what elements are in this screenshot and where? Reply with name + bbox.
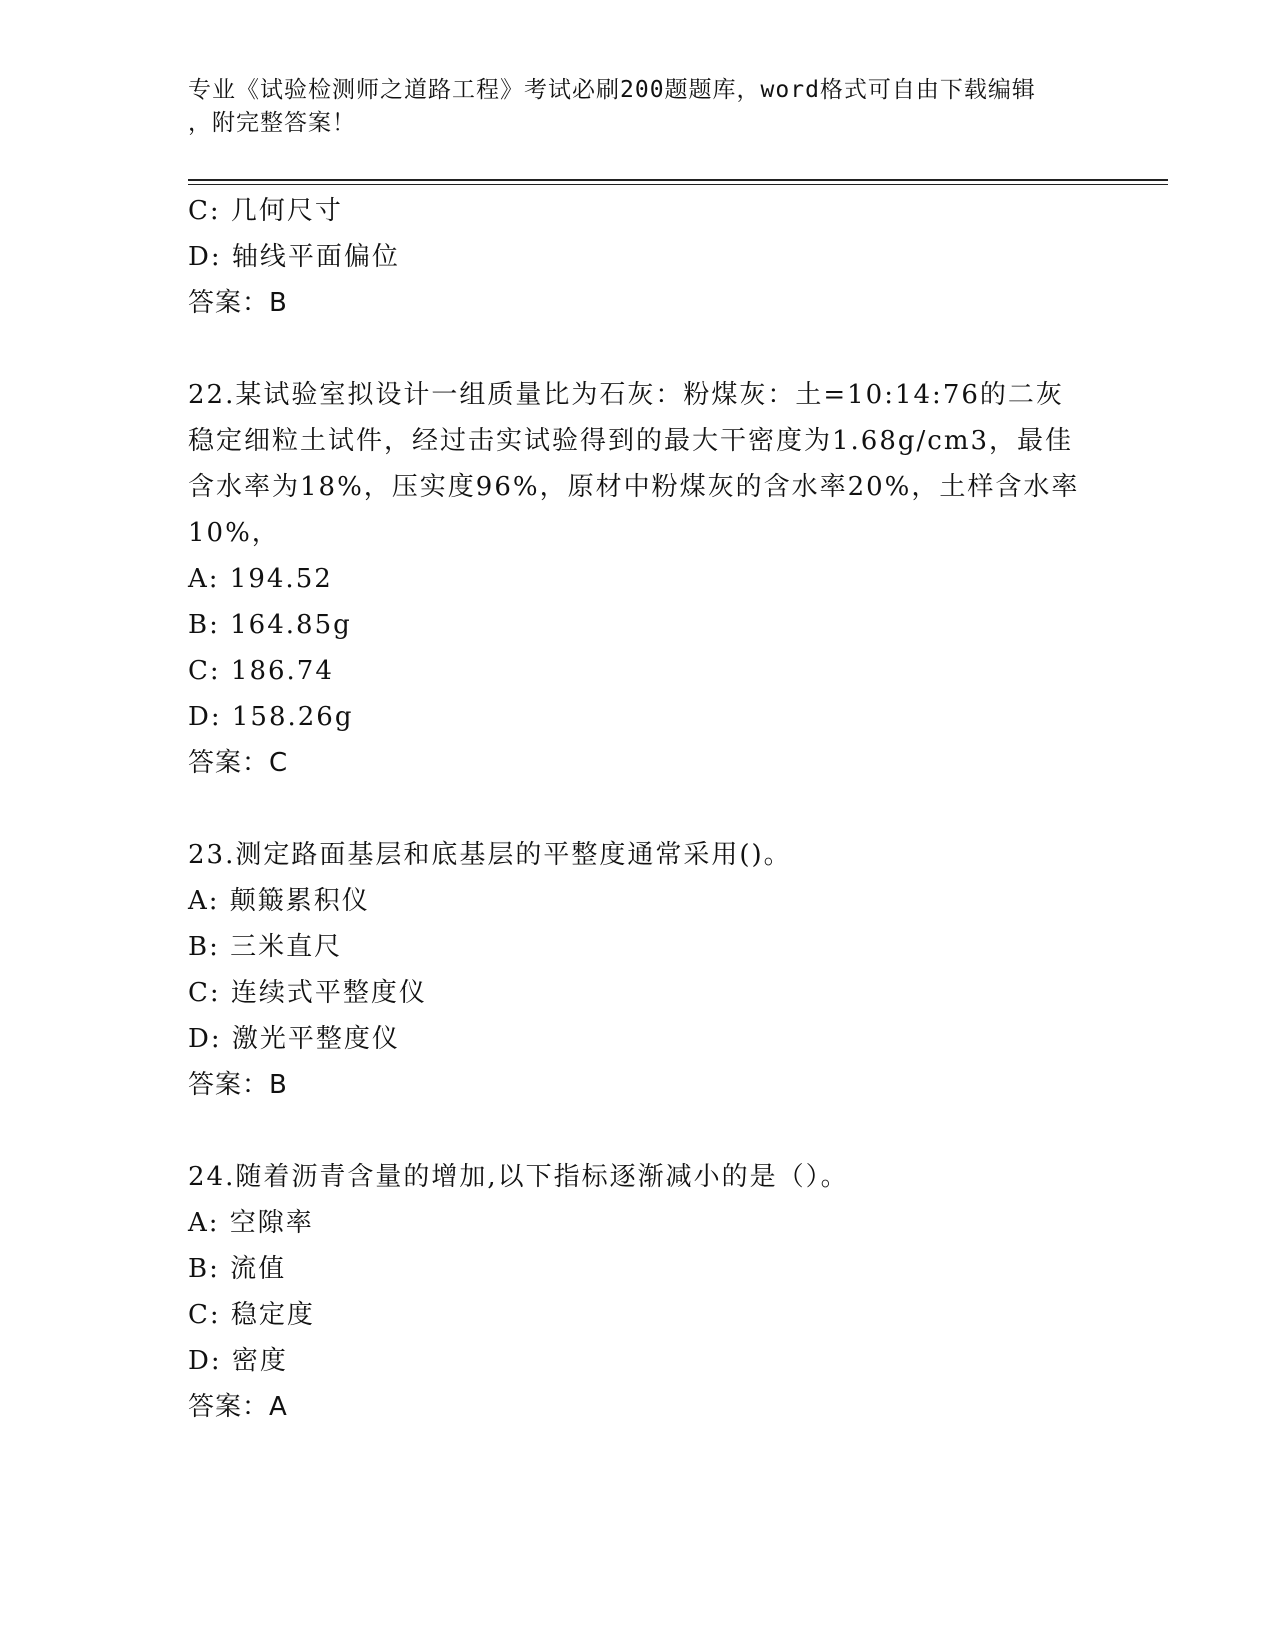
q23-option-b: B: 三米直尺	[188, 932, 343, 962]
header-divider-thin	[188, 184, 1168, 185]
q22-option-d: D: 158.26g	[188, 702, 354, 732]
question-list	[188, 188, 1088, 1430]
question-22	[188, 372, 1088, 786]
spacer	[188, 786, 1088, 832]
q23-option-c: C: 连续式平整度仪	[188, 978, 427, 1008]
q22-stem-line-3: 含水率为18%，压实度96%，原材中粉煤灰的含水率20%，土样含水率	[188, 472, 1080, 502]
question-23	[188, 832, 1088, 1108]
document-header	[188, 74, 1088, 140]
q24-option-c: C: 稳定度	[188, 1300, 315, 1330]
q24-option-d: D: 密度	[188, 1346, 288, 1376]
q23-option-a: A: 颠簸累积仪	[188, 886, 370, 916]
q22-option-a: A: 194.52	[188, 564, 333, 594]
spacer	[188, 1108, 1088, 1154]
q23-stem: 23.测定路面基层和底基层的平整度通常采用()。	[188, 840, 792, 870]
q21-option-c: C: 几何尺寸	[188, 196, 343, 226]
q24-answer: 答案：A	[188, 1392, 288, 1422]
header-title-line-2: ，附完整答案！	[188, 110, 356, 136]
spacer	[188, 326, 1088, 372]
question-24	[188, 1154, 1088, 1430]
q21-answer: 答案：B	[188, 288, 288, 318]
q23-answer: 答案：B	[188, 1070, 288, 1100]
q24-stem: 24.随着沥青含量的增加,以下指标逐渐减小的是（）。	[188, 1162, 849, 1192]
q22-stem-line-1: 22.某试验室拟设计一组质量比为石灰：粉煤灰：土=10:14:76的二灰	[188, 380, 1064, 410]
q21-option-d: D: 轴线平面偏位	[188, 242, 400, 272]
question-21-tail	[188, 188, 1088, 326]
q24-option-b: B: 流值	[188, 1254, 287, 1284]
q22-option-b: B: 164.85g	[188, 610, 352, 640]
q23-option-d: D: 激光平整度仪	[188, 1024, 400, 1054]
q24-option-a: A: 空隙率	[188, 1208, 314, 1238]
q22-stem-line-4: 10%，	[188, 518, 280, 548]
header-title-line-1: 专业《试验检测师之道路工程》考试必刷200题题库，word格式可自由下载编辑	[188, 77, 1036, 103]
header-divider-thick	[188, 179, 1168, 181]
q22-stem-line-2: 稳定细粒土试件，经过击实试验得到的最大干密度为1.68g/cm3，最佳	[188, 426, 1074, 456]
q22-answer: 答案：C	[188, 748, 289, 778]
q22-option-c: C: 186.74	[188, 656, 334, 686]
